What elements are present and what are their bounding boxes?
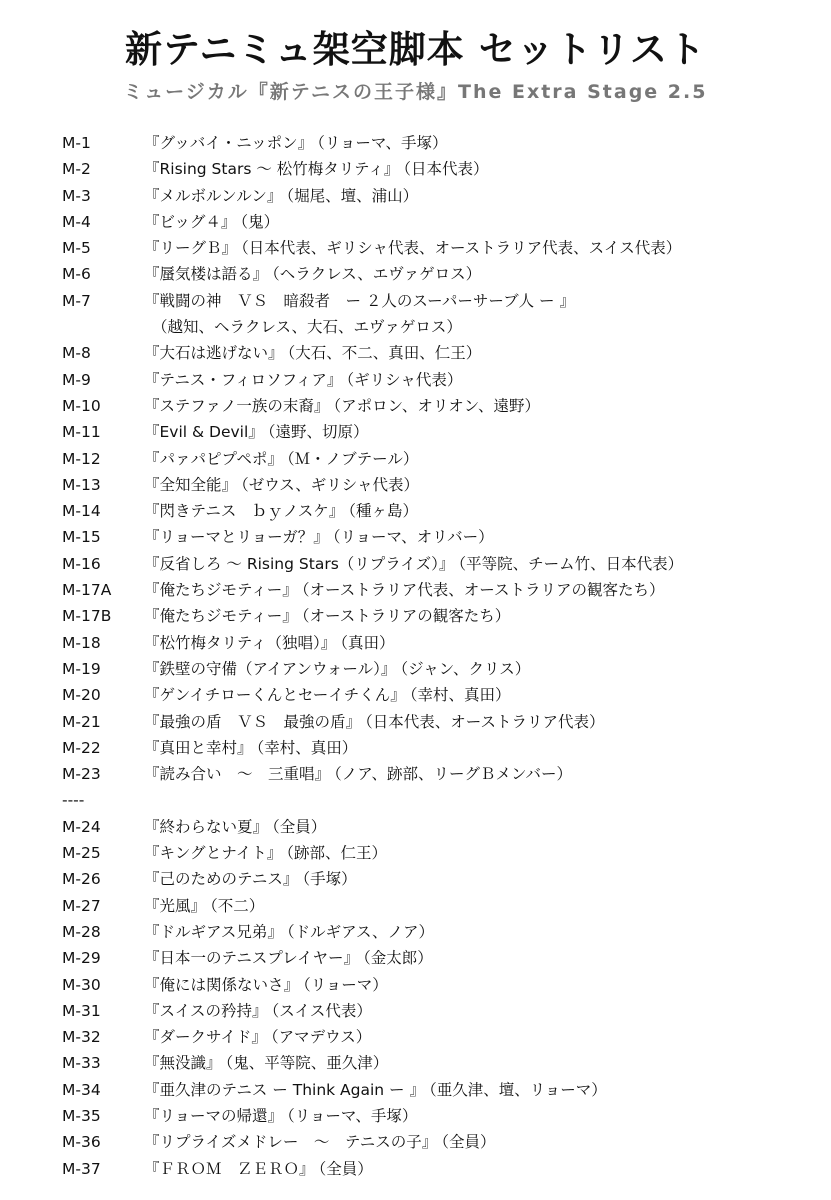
song-cast: （大石、不二、真田、仁王） <box>287 344 482 363</box>
song-number: M-35 <box>62 1106 101 1125</box>
song-entry <box>144 709 822 735</box>
song-number: M-21 <box>62 712 101 731</box>
song-cast: （リョーマ、手塚） <box>317 134 448 152</box>
song-entry <box>144 787 822 813</box>
song-title: 『ＦＲＯＭ ＺＥＲＯ』 <box>144 1159 315 1178</box>
song-number: M-37 <box>62 1159 101 1178</box>
setlist-row <box>62 998 822 1024</box>
song-cast: （リョーマ） <box>303 975 388 994</box>
setlist-row <box>62 814 822 840</box>
song-entry <box>144 130 822 156</box>
setlist-row <box>62 1024 822 1050</box>
song-title: 『無没識』 <box>144 1054 222 1073</box>
setlist-row <box>62 524 822 550</box>
song-entry <box>144 261 822 287</box>
setlist-row <box>62 261 822 287</box>
divider-mark: ---- <box>62 791 85 810</box>
song-title: 『最強の盾 ＶＳ 最強の盾』 <box>144 712 362 731</box>
setlist-row <box>62 1129 822 1155</box>
song-entry <box>144 893 822 919</box>
song-number: M-6 <box>62 265 91 284</box>
setlist-row <box>62 761 822 787</box>
song-number: M-36 <box>62 1133 101 1152</box>
setlist <box>62 130 822 1182</box>
song-entry <box>144 972 822 998</box>
song-number: M-4 <box>62 212 91 231</box>
song-cast: （アポロン、オリオン、遠野） <box>333 396 541 415</box>
setlist-row <box>62 367 822 393</box>
song-number: M-17B <box>62 607 112 626</box>
song-cast: （日本代表、ギリシャ代表、オーストラリア代表、スイス代表） <box>241 239 682 258</box>
song-title: 『光風』 <box>144 896 207 915</box>
setlist-row <box>62 446 822 472</box>
song-number: M-9 <box>62 370 91 389</box>
setlist-row <box>62 235 822 261</box>
setlist-row <box>62 709 822 735</box>
song-entry <box>144 945 822 971</box>
setlist-row <box>62 130 822 156</box>
setlist-row <box>62 682 822 708</box>
song-number: M-3 <box>62 186 91 205</box>
setlist-row <box>62 840 822 866</box>
song-title: 『ビッグ４』 <box>144 212 237 231</box>
song-title: 『ドルギアス兄弟』 <box>144 922 283 941</box>
song-cast: （越知、ヘラクレス、大石、エヴァゲロス） <box>152 318 462 337</box>
song-number: M-20 <box>62 686 101 705</box>
song-number: M-7 <box>62 291 91 310</box>
song-cast: （手塚） <box>302 870 357 889</box>
song-number: M-23 <box>62 765 101 784</box>
song-entry <box>144 288 822 314</box>
song-cast: （日本代表、オーストラリア代表） <box>365 712 605 731</box>
song-cast: （全員） <box>318 1159 373 1178</box>
song-title: 『俺には関係ないさ』 <box>144 975 300 994</box>
song-number: M-16 <box>62 554 101 573</box>
song-cast: （幸村、真田） <box>409 686 511 705</box>
setlist-row <box>62 1050 822 1076</box>
page-title: 新テニミュ架空脚本 セットリスト <box>125 28 706 71</box>
setlist-row <box>62 919 822 945</box>
song-cast: （鬼、平等院、亜久津） <box>225 1054 389 1073</box>
song-title: 『パァパピプペポ』 <box>144 449 283 468</box>
song-entry <box>144 814 822 840</box>
song-entry <box>144 1077 822 1103</box>
song-number: M-5 <box>62 239 91 258</box>
song-entry <box>144 840 822 866</box>
song-number: M-29 <box>62 949 101 968</box>
song-cast: （ヘラクレス、エヴァゲロス） <box>272 265 482 284</box>
song-entry <box>144 183 822 209</box>
song-number: M-19 <box>62 659 101 678</box>
song-number: M-11 <box>62 423 101 442</box>
song-number: M-14 <box>62 502 101 521</box>
song-cast: （堀尾、壇、浦山） <box>286 186 419 205</box>
song-cast: （ゼウス、ギリシャ代表） <box>241 475 419 494</box>
song-entry <box>144 866 822 892</box>
song-title: 『ゲンイチローくんとセーイチくん』 <box>144 686 406 705</box>
song-number: M-32 <box>62 1028 101 1047</box>
setlist-row <box>62 735 822 761</box>
song-cast: （ジャン、クリス） <box>400 659 531 678</box>
setlist-row <box>62 183 822 209</box>
song-cast: （亜久津、壇、リョーマ） <box>428 1080 607 1099</box>
song-cast: （リョーマ、手塚） <box>287 1106 418 1125</box>
song-title: 『読み合い 〜 三重唱』 <box>144 765 331 784</box>
song-cast: （真田） <box>340 633 395 652</box>
song-cast: （幸村、真田） <box>256 738 358 757</box>
song-title: 『真田と幸村』 <box>144 738 253 757</box>
setlist-row <box>62 656 822 682</box>
setlist-row <box>62 498 822 524</box>
song-cast: （日本代表） <box>403 160 489 179</box>
song-number: M-22 <box>62 738 101 757</box>
song-entry <box>144 156 822 182</box>
song-title: 『松竹梅タリティ（独唱）』 <box>144 633 337 652</box>
song-cast: （ギリシャ代表） <box>346 370 463 389</box>
setlist-row <box>62 419 822 445</box>
song-cast: （不二） <box>210 896 265 915</box>
song-entry <box>144 340 822 366</box>
song-title: 『キングとナイト』 <box>144 844 283 863</box>
song-entry <box>144 419 822 445</box>
setlist-row <box>62 156 822 182</box>
song-cast: （金太郎） <box>363 949 433 968</box>
song-entry <box>144 761 822 787</box>
setlist-row <box>62 340 822 366</box>
song-entry <box>144 1024 822 1050</box>
song-entry <box>144 735 822 761</box>
setlist-row <box>62 866 822 892</box>
song-title: 『己のためのテニス』 <box>144 870 299 889</box>
song-title: 『テニス・フィロソフィア』 <box>144 370 343 389</box>
song-entry <box>144 603 822 629</box>
song-cast: （スイス代表） <box>271 1001 372 1020</box>
song-number: M-1 <box>62 134 91 152</box>
setlist-row-continuation <box>62 314 822 340</box>
song-number: M-18 <box>62 633 101 652</box>
song-title: 『リーグＢ』 <box>144 239 238 258</box>
song-title: 『俺たちジモティー』 <box>144 607 298 626</box>
song-entry <box>144 393 822 419</box>
song-number: M-30 <box>62 975 101 994</box>
song-title: 『グッバイ・ニッポン』 <box>144 134 314 152</box>
song-entry <box>144 1156 822 1182</box>
setlist-row <box>62 1103 822 1129</box>
song-number: M-17A <box>62 581 112 600</box>
song-entry <box>144 630 822 656</box>
song-entry <box>144 1129 822 1155</box>
song-cast: （跡部、仁王） <box>286 844 388 863</box>
setlist-row <box>62 472 822 498</box>
song-cast: （リョーマ、オリバー） <box>332 528 494 547</box>
song-entry <box>144 209 822 235</box>
setlist-row <box>62 393 822 419</box>
song-number: M-28 <box>62 922 101 941</box>
song-title: 『反省しろ 〜 Rising Stars（リプライズ）』 <box>144 554 455 573</box>
song-title: 『大石は逃げない』 <box>144 344 284 363</box>
song-cast: （ドルギアス、ノア） <box>286 922 434 941</box>
song-entry <box>144 498 822 524</box>
song-entry <box>144 1103 822 1129</box>
song-number <box>62 314 144 340</box>
song-title: 『リョーマとリョーガ？』 <box>144 528 329 547</box>
page-subtitle: ミュージカル『新テニスの王子様』The Extra Stage 2.5 <box>123 81 708 103</box>
song-entry <box>144 472 822 498</box>
song-number: M-24 <box>62 817 101 836</box>
setlist-row <box>62 551 822 577</box>
song-entry <box>144 919 822 945</box>
song-title: 『鉄壁の守備（アイアンウォール）』 <box>144 659 397 678</box>
song-cast: （全員） <box>272 817 327 836</box>
song-title: 『Evil & Devil』 <box>144 423 264 442</box>
setlist-row <box>62 1156 822 1182</box>
song-cast: （オーストラリア代表、オーストラリアの観客たち） <box>301 581 665 600</box>
song-title: 『スイスの矜持』 <box>144 1001 268 1020</box>
song-title: 『日本一のテニスプレイヤー』 <box>144 949 359 968</box>
song-entry <box>144 524 822 550</box>
song-entry <box>144 551 822 577</box>
setlist-row <box>62 1077 822 1103</box>
song-number: M-26 <box>62 870 101 889</box>
song-entry <box>144 314 822 340</box>
song-entry <box>144 656 822 682</box>
song-title: 『戦闘の神 ＶＳ 暗殺者 ー ２人のスーパーサーブ人 ー 』 <box>144 291 575 310</box>
song-cast: （全員） <box>441 1133 496 1152</box>
song-number: M-10 <box>62 396 101 415</box>
song-number: M-25 <box>62 844 101 863</box>
song-number: M-12 <box>62 449 101 468</box>
setlist-row <box>62 288 822 314</box>
song-title: 『リプライズメドレー 〜 テニスの子』 <box>144 1133 438 1152</box>
setlist-row <box>62 630 822 656</box>
setlist-row <box>62 945 822 971</box>
song-entry <box>144 367 822 393</box>
song-cast: （アマデウス） <box>270 1028 372 1047</box>
song-cast: （鬼） <box>240 212 280 231</box>
song-entry <box>144 577 822 603</box>
song-number: M-27 <box>62 896 101 915</box>
song-title: 『メルボルンルン』 <box>144 186 283 205</box>
act-divider <box>62 787 822 813</box>
song-entry <box>144 1050 822 1076</box>
song-cast: （遠野、切原） <box>267 423 369 442</box>
setlist-row <box>62 209 822 235</box>
song-number: M-15 <box>62 528 101 547</box>
song-title: 『終わらない夏』 <box>144 817 269 836</box>
song-number: M-13 <box>62 475 101 494</box>
setlist-row <box>62 577 822 603</box>
song-cast: （Ｍ・ノブテール） <box>286 449 419 468</box>
song-title: 『全知全能』 <box>144 475 238 494</box>
song-title: 『ダークサイド』 <box>144 1028 267 1047</box>
song-number: M-2 <box>62 160 91 179</box>
song-entry <box>144 235 822 261</box>
song-title: 『蜃気楼は語る』 <box>144 265 269 284</box>
song-entry <box>144 998 822 1024</box>
setlist-row <box>62 972 822 998</box>
song-number: M-8 <box>62 344 91 363</box>
song-title: 『ステファノ一族の末裔』 <box>144 396 330 415</box>
song-number: M-31 <box>62 1001 101 1020</box>
setlist-row <box>62 603 822 629</box>
song-entry <box>144 446 822 472</box>
song-entry <box>144 682 822 708</box>
song-cast: （平等院、チーム竹、日本代表） <box>458 554 684 573</box>
song-title: 『閃きテニス ｂｙノスケ』 <box>144 502 345 521</box>
song-title: 『Rising Stars 〜 松竹梅タリティ』 <box>144 160 400 179</box>
song-cast: （オーストラリアの観客たち） <box>301 607 511 626</box>
song-title: 『俺たちジモティー』 <box>144 581 298 600</box>
song-title: 『亜久津のテニス ー Think Again ー 』 <box>144 1080 425 1099</box>
song-number: M-34 <box>62 1080 101 1099</box>
song-title: 『リョーマの帰還』 <box>144 1106 284 1125</box>
song-number: M-33 <box>62 1054 101 1073</box>
song-cast: （種ヶ島） <box>348 502 419 521</box>
setlist-row <box>62 893 822 919</box>
song-cast: （ノア、跡部、リーグＢメンバー） <box>334 765 572 784</box>
